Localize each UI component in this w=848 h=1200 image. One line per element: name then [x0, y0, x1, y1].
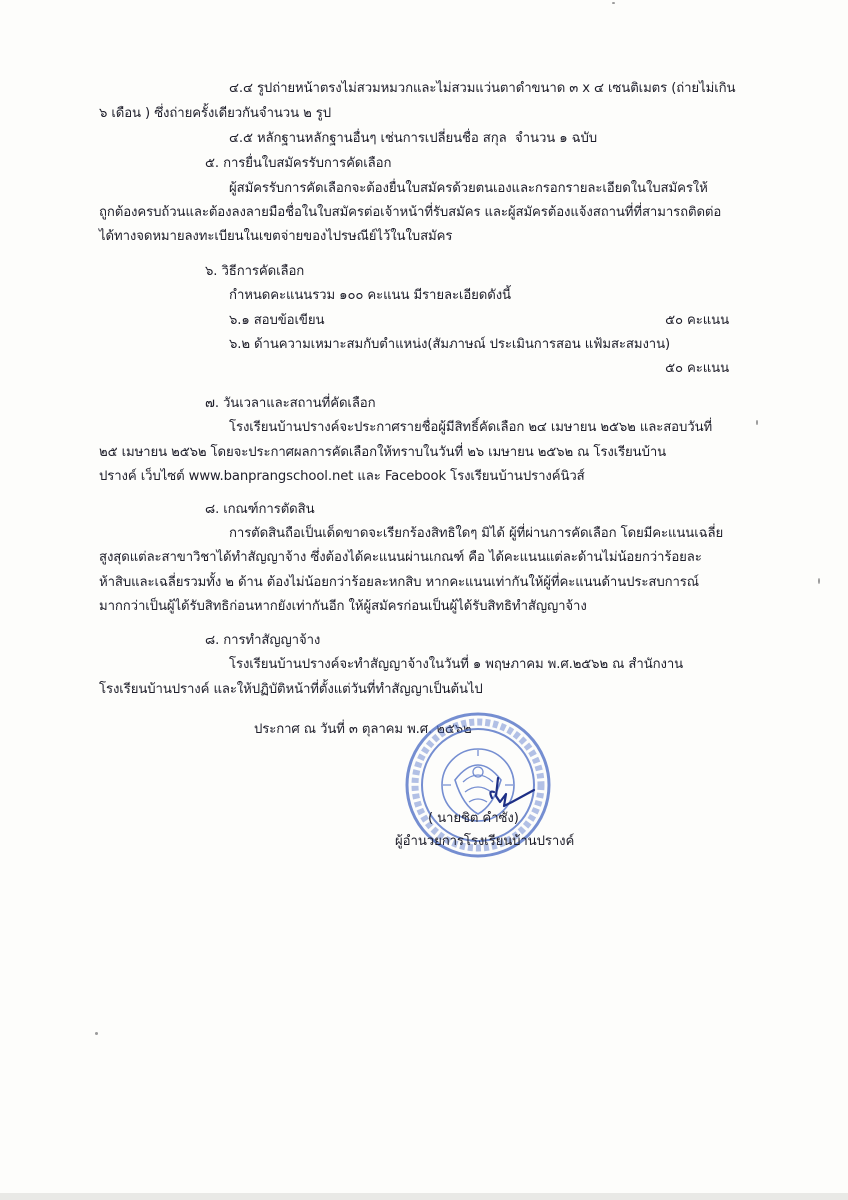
section-7-paragraph-line3: ปรางค์ เว็บไซต์ www.banprangschool.net และ Facebook โรงเรียนบ้านปรางค์นิวส์ — [99, 469, 585, 484]
section-6-1-score: ๕๐ คะแนน — [665, 313, 729, 328]
section-7-heading: ๗. วันเวลาและสถานที่คัดเลือก — [205, 396, 376, 411]
signer-name: ( นายชิต คำซัง) — [428, 811, 519, 826]
item-4-4-line2: ๖ เดือน ) ซึ่งถ่ายครั้งเดียวกันจำนวน ๒ รูป — [99, 106, 332, 121]
section-8-paragraph-line3: ห้าสิบและเฉลี่ยรวมทั้ง ๒ ด้าน ต้องไม่น้อยกว่าร้อยละหกสิบ หากคะแนนเท่ากันให้ผู้ที่คะแนนด้านประสบการณ์ — [99, 575, 699, 590]
section-8-paragraph-line2: สูงสุดแต่ละสาขาวิชาได้ทำสัญญาจ้าง ซึ่งต้องได้คะแนนผ่านเกณฑ์ คือ ได้คะแนนแต่ละด้านไม่น้อยกว่าร้อยละ — [99, 550, 702, 565]
section-6-heading: ๖. วิธีการคัดเลือก — [205, 264, 305, 279]
signer-title: ผู้อำนวยการโรงเรียนบ้านปรางค์ — [395, 834, 575, 849]
section-6-1: ๖.๑ สอบข้อเขียน — [229, 313, 325, 328]
scan-speck — [818, 578, 820, 584]
section-5-paragraph-line3: ได้ทางจดหมายลงทะเบียนในเขตจ่ายของไปรษณีย์ไว้ในใบสมัคร — [99, 229, 453, 244]
announcement-date: ประกาศ ณ วันที่ ๓ ตุลาคม พ.ศ. ๒๕๖๒ — [254, 722, 472, 737]
section-8-paragraph-line4: มากกว่าเป็นผู้ได้รับสิทธิก่อนหากยังเท่ากันอีก ให้ผู้สมัครก่อนเป็นผู้ได้รับสิทธิทำสัญญาจ้าง — [99, 599, 587, 614]
section-8-heading: ๘. เกณฑ์การตัดสิน — [205, 502, 315, 517]
section-7-paragraph-line1: โรงเรียนบ้านปรางค์จะประกาศรายชื่อผู้มีสิทธิ์คัดเลือก ๒๔ เมษายน ๒๕๖๒ และสอบวันที่ — [229, 420, 713, 435]
item-4-4-line1: ๔.๔ รูปถ่ายหน้าตรงไม่สวมหมวกและไม่สวมแว่นตาดำขนาด ๓ x ๔ เซนติเมตร (ถ่ายไม่เกิน — [229, 81, 736, 96]
scan-bottom-edge — [0, 1193, 848, 1200]
section-8-paragraph-line1: การตัดสินถือเป็นเด็ดขาดจะเรียกร้องสิทธิใดๆ มิได้ ผู้ที่ผ่านการคัดเลือก โดยมีคะแนนเฉลี่ย — [229, 526, 724, 541]
section-9-heading: ๘. การทำสัญญาจ้าง — [205, 633, 321, 648]
section-5-heading: ๕. การยื่นใบสมัครรับการคัดเลือก — [205, 156, 392, 171]
scan-speck — [95, 1032, 98, 1035]
item-4-5-quantity: จำนวน ๑ ฉบับ — [515, 131, 598, 146]
item-4-5: ๔.๕ หลักฐานหลักฐานอื่นๆ เช่นการเปลี่ยนชื่อ สกุล — [229, 131, 507, 146]
section-6-intro: กำหนดคะแนนรวม ๑๐๐ คะแนน มีรายละเอียดดังนี้ — [229, 288, 511, 303]
section-9-paragraph-line2: โรงเรียนบ้านปรางค์ และให้ปฏิบัติหน้าที่ตั้งแต่วันที่ทำสัญญาเป็นต้นไป — [99, 682, 483, 697]
section-9-paragraph-line1: โรงเรียนบ้านปรางค์จะทำสัญญาจ้างในวันที่ ๑ พฤษภาคม พ.ศ.๒๕๖๒ ณ สำนักงาน — [229, 657, 684, 672]
section-6-2-score: ๕๐ คะแนน — [665, 361, 729, 376]
scan-speck — [756, 420, 758, 425]
section-7-paragraph-line2: ๒๕ เมษายน ๒๕๖๒ โดยจะประกาศผลการคัดเลือกให้ทราบในวันที่ ๒๖ เมษายน ๒๕๖๒ ณ โรงเรียนบ้าน — [99, 445, 667, 460]
section-5-paragraph-line2: ถูกต้องครบถ้วนและต้องลงลายมือชื่อในใบสมัครต่อเจ้าหน้าที่รับสมัคร และผู้สมัครต้องแจ้งสถานที่ที่สามารถติดต่อ — [99, 205, 722, 220]
section-6-2: ๖.๒ ด้านความเหมาะสมกับตำแหน่ง(สัมภาษณ์ ประเมินการสอน แฟ้มสะสมงาน) — [229, 337, 671, 352]
section-5-paragraph-line1: ผู้สมัครรับการคัดเลือกจะต้องยื่นใบสมัครด้วยตนเองและกรอกรายละเอียดในใบสมัครให้ — [229, 181, 708, 196]
scan-speck — [612, 2, 615, 4]
